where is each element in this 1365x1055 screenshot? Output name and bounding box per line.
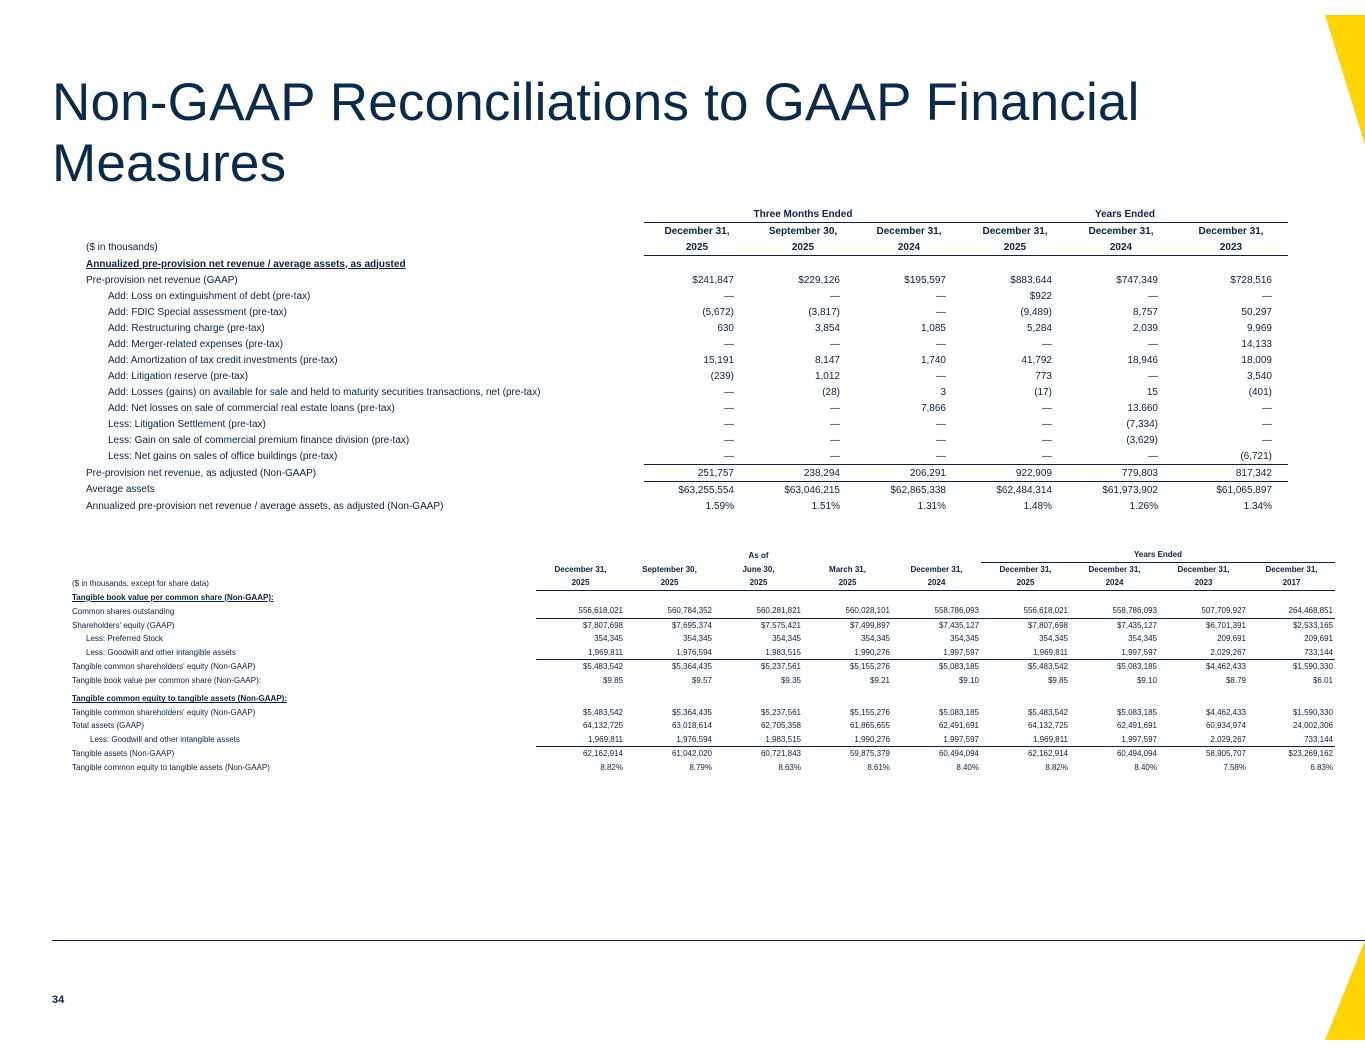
group-header-years: Years Ended <box>981 548 1335 562</box>
cell-value: $7,695,374 <box>671 620 712 630</box>
cell-value: 1,997,597 <box>892 646 981 660</box>
table-row <box>70 618 1335 632</box>
cell-value: $61,973,902 <box>1102 484 1158 496</box>
cell-value: 560,028,101 <box>803 604 892 618</box>
table-header-row-2 <box>84 239 1288 256</box>
unit-label: ($ in thousands, except for share data) <box>72 578 209 588</box>
cell-value: 14,133 <box>1241 338 1272 350</box>
cell-value: 1,990,276 <box>803 733 892 747</box>
table-row <box>84 352 1288 368</box>
row-label: Less: Preferred Stock <box>86 634 163 644</box>
cell-value: 630 <box>717 322 734 334</box>
table-row <box>70 660 1335 674</box>
cell-value: — <box>1262 418 1272 430</box>
cell-value: 558,786,093 <box>892 604 981 618</box>
cell-value: 63,018,614 <box>671 721 712 731</box>
cell-value: $9.57 <box>691 675 712 685</box>
table-header-row-2 <box>70 576 1335 590</box>
cell-value: 1,969,811 <box>536 733 625 747</box>
cell-value: 8,147 <box>814 354 840 366</box>
cell-value: 1,976,594 <box>625 646 714 660</box>
cell-value: $4,462,433 <box>1205 662 1246 672</box>
column-header: December 31, <box>1177 564 1230 574</box>
cell-value: 354,345 <box>1128 634 1157 644</box>
cell-value: 3 <box>940 386 946 398</box>
cell-value: 1,990,276 <box>803 646 892 660</box>
cell-value: 2,029,267 <box>1159 646 1248 660</box>
cell-value: (17) <box>1034 386 1052 398</box>
cell-value: 209,691 <box>1304 634 1333 644</box>
cell-value: 58,905,707 <box>1205 749 1246 759</box>
row-label: Shareholders' equity (GAAP) <box>72 620 175 630</box>
cell-value: 354,345 <box>950 634 979 644</box>
cell-value: 556,618,021 <box>981 604 1070 618</box>
column-header: March 31, <box>829 564 866 574</box>
cell-value: 62,491,691 <box>938 721 979 731</box>
table-row <box>84 368 1288 384</box>
cell-value: $9.10 <box>1136 675 1157 685</box>
column-header: December 31, <box>1265 564 1318 574</box>
cell-value: — <box>1148 338 1158 350</box>
cell-value: 6.83% <box>1310 762 1333 772</box>
cell-value: 62,162,914 <box>582 749 623 759</box>
column-header: September 30, <box>642 564 697 574</box>
cell-value: $62,484,314 <box>996 484 1052 496</box>
column-header: December 31, <box>1088 225 1154 237</box>
cell-value: 558,786,093 <box>1070 604 1159 618</box>
column-header-year: 2024 <box>1068 239 1174 256</box>
cell-value: 1,997,597 <box>1070 733 1159 747</box>
row-label: Annualized pre-provision net revenue / average assets, as adjusted (Non-GAAP) <box>86 500 444 512</box>
cell-value: — <box>750 448 856 465</box>
cell-value: 50,297 <box>1241 306 1272 318</box>
column-header-year: 2025 <box>714 576 803 590</box>
table-row <box>84 498 1288 514</box>
cell-value: 238,294 <box>750 465 856 482</box>
cell-value: $5,483,542 <box>582 707 623 717</box>
cell-value: (7,334) <box>1126 418 1158 430</box>
column-header-year: 2017 <box>1248 576 1335 590</box>
cell-value: 817,342 <box>1174 465 1288 482</box>
cell-value: $229,126 <box>798 274 840 286</box>
cell-value: $23,269,162 <box>1288 749 1333 759</box>
table-row <box>70 646 1335 660</box>
column-header: December 31, <box>554 564 607 574</box>
cell-value: 8.61% <box>867 762 890 772</box>
row-label: Add: Litigation reserve (pre-tax) <box>108 370 249 382</box>
cell-value: $747,349 <box>1116 274 1158 286</box>
cell-value: 8.82% <box>600 762 623 772</box>
cell-value: $9.21 <box>869 675 890 685</box>
cell-value: — <box>856 448 962 465</box>
cell-value: 62,162,914 <box>1027 749 1068 759</box>
column-header-year: 2025 <box>644 239 750 256</box>
cell-value: 251,757 <box>644 465 750 482</box>
row-label: Tangible assets (Non-GAAP) <box>72 749 175 758</box>
cell-value: $5,483,542 <box>1027 662 1068 672</box>
cell-value: 1.51% <box>811 500 840 512</box>
cell-value: $5,364,435 <box>671 707 712 717</box>
row-label: Pre-provision net revenue, as adjusted (Non-GAAP) <box>86 467 317 479</box>
column-header: December 31, <box>876 225 942 237</box>
cell-value: 2,029,267 <box>1159 733 1248 747</box>
cell-value: (6,721) <box>1174 448 1288 465</box>
cell-value: $5,237,561 <box>760 707 801 717</box>
cell-value: 8.82% <box>1045 762 1068 772</box>
cell-value: $9.10 <box>958 675 979 685</box>
cell-value: 8.79% <box>689 762 712 772</box>
section-title: Tangible book value per common share (Non-GAAP): <box>72 592 274 602</box>
cell-value: 922,909 <box>962 465 1068 482</box>
cell-value: (9,489) <box>1020 306 1052 318</box>
cell-value: 7.58% <box>1223 762 1246 772</box>
table-row <box>70 632 1335 646</box>
row-label: Add: FDIC Special assessment (pre-tax) <box>108 306 287 318</box>
row-label: Common shares outstanding <box>72 606 175 616</box>
unit-label: ($ in thousands) <box>86 241 158 253</box>
cell-value: $7,435,127 <box>938 620 979 630</box>
cell-value: 60,934,974 <box>1205 721 1246 731</box>
cell-value: 62,491,691 <box>1116 721 1157 731</box>
cell-value: — <box>724 402 734 414</box>
cell-value: (239) <box>710 370 734 382</box>
cell-value: 61,865,655 <box>849 721 890 731</box>
cell-value: 24,002,306 <box>1292 721 1333 731</box>
column-header-year: 2024 <box>892 576 981 590</box>
row-label: Less: Net gains on sales of office buildings (pre-tax) <box>108 450 338 462</box>
cell-value: — <box>724 418 734 430</box>
cell-value: 64,132,725 <box>582 721 623 731</box>
row-label: Average assets <box>86 484 155 496</box>
cell-value: — <box>936 370 946 382</box>
cell-value: $8.79 <box>1225 675 1246 685</box>
column-header-year: 2023 <box>1174 239 1288 256</box>
cell-value: — <box>1262 290 1272 302</box>
cell-value: 733,144 <box>1248 733 1335 747</box>
cell-value: 354,345 <box>772 634 801 644</box>
yellow-accent-bottom <box>1325 940 1365 1040</box>
cell-value: 209,691 <box>1217 634 1246 644</box>
row-label: Tangible common shareholders' equity (Non-GAAP) <box>72 707 256 717</box>
cell-value: $6.01 <box>1312 675 1333 685</box>
group-header-as-of: As of <box>748 550 769 560</box>
table-row <box>84 320 1288 336</box>
cell-value: 1,740 <box>920 354 946 366</box>
cell-value: $61,065,897 <box>1216 484 1272 496</box>
cell-value: $7,807,698 <box>1027 620 1068 630</box>
cell-value: 60,494,094 <box>1116 749 1157 759</box>
table-row <box>84 400 1288 416</box>
ppnr-reconciliation-table <box>84 206 1288 514</box>
cell-value: (401) <box>1248 386 1272 398</box>
cell-value: — <box>936 290 946 302</box>
cell-value: 8.63% <box>778 762 801 772</box>
cell-value: $2,533,165 <box>1292 620 1333 630</box>
column-header: June 30, <box>742 564 775 574</box>
cell-value: (3,817) <box>808 306 840 318</box>
cell-value: 2,039 <box>1132 322 1158 334</box>
cell-value: — <box>830 338 840 350</box>
table-row <box>84 336 1288 352</box>
column-header-year: 2025 <box>750 239 856 256</box>
cell-value: $63,255,554 <box>678 484 734 496</box>
cell-value: $5,083,185 <box>938 662 979 672</box>
row-label: Add: Loss on extinguishment of debt (pre-tax) <box>108 290 311 302</box>
table-row <box>84 465 1288 482</box>
cell-value: 1,983,515 <box>714 646 803 660</box>
cell-value: $6,701,391 <box>1205 620 1246 630</box>
cell-value: 60,494,094 <box>938 749 979 759</box>
cell-value: $5,483,542 <box>582 662 623 672</box>
cell-value: $883,644 <box>1010 274 1052 286</box>
column-header: December 31, <box>664 225 730 237</box>
cell-value: — <box>1042 434 1052 446</box>
cell-value: $9.85 <box>602 675 623 685</box>
column-header: September 30, <box>768 225 838 237</box>
row-label: Add: Net losses on sale of commercial real estate loans (pre-tax) <box>108 402 395 414</box>
cell-value: — <box>724 338 734 350</box>
tangible-book-value-table <box>70 548 1335 774</box>
section-title: Tangible common equity to tangible assets (Non-GAAP): <box>72 694 287 704</box>
row-label: Tangible book value per common share (Non-GAAP): <box>72 675 261 685</box>
cell-value: 3,854 <box>814 322 840 334</box>
table-row <box>70 719 1335 733</box>
row-label: Add: Restructuring charge (pre-tax) <box>108 322 265 334</box>
page-title: Non-GAAP Reconciliations to GAAP Financial Measures <box>52 73 1140 193</box>
row-label: Add: Amortization of tax credit investments (pre-tax) <box>108 354 338 366</box>
cell-value: 1,969,811 <box>981 733 1070 747</box>
column-header-year: 2025 <box>981 576 1070 590</box>
cell-value: 1,085 <box>920 322 946 334</box>
cell-value: $9.35 <box>780 675 801 685</box>
cell-value: $728,516 <box>1230 274 1272 286</box>
cell-value: $7,499,897 <box>849 620 890 630</box>
section-title: Annualized pre-provision net revenue / average assets, as adjusted <box>86 258 406 270</box>
cell-value: — <box>830 290 840 302</box>
cell-value: $63,046,215 <box>784 484 840 496</box>
cell-value: — <box>1042 338 1052 350</box>
table-row <box>70 674 1335 688</box>
cell-value: — <box>1042 418 1052 430</box>
cell-value: $1,590,330 <box>1292 662 1333 672</box>
table-row <box>70 706 1335 720</box>
row-label: Less: Gain on sale of commercial premium finance division (pre-tax) <box>108 434 410 446</box>
cell-value: 560,281,821 <box>714 604 803 618</box>
cell-value: — <box>830 418 840 430</box>
cell-value: $5,083,185 <box>1116 707 1157 717</box>
cell-value: 354,345 <box>594 634 623 644</box>
cell-value: — <box>830 402 840 414</box>
cell-value: 779,803 <box>1068 465 1174 482</box>
cell-value: $922 <box>1029 290 1052 302</box>
cell-value: 206,291 <box>856 465 962 482</box>
table-row <box>84 448 1288 465</box>
cell-value: — <box>936 434 946 446</box>
cell-value: 15,191 <box>703 354 734 366</box>
cell-value: $1,590,330 <box>1292 707 1333 717</box>
column-header-year: 2025 <box>803 576 892 590</box>
table-row <box>84 432 1288 448</box>
row-label: Add: Losses (gains) on available for sale and held to maturity securities transactions, net (pre-tax) <box>108 386 541 398</box>
cell-value: — <box>1068 448 1174 465</box>
cell-value: — <box>1148 290 1158 302</box>
cell-value: $5,155,276 <box>849 707 890 717</box>
cell-value: — <box>644 448 750 465</box>
cell-value: 5,284 <box>1026 322 1052 334</box>
cell-value: $5,483,542 <box>1027 707 1068 717</box>
cell-value: 8.40% <box>1134 762 1157 772</box>
cell-value: 1.48% <box>1023 500 1052 512</box>
table-header-row-1 <box>84 223 1288 240</box>
cell-value: 61,042,020 <box>671 749 712 759</box>
table-row <box>70 761 1335 775</box>
section-header-row <box>84 256 1288 273</box>
column-header-year: 2023 <box>1159 576 1248 590</box>
row-label: Tangible common equity to tangible assets (Non-GAAP) <box>72 762 270 772</box>
cell-value: 18,009 <box>1241 354 1272 366</box>
cell-value: — <box>724 386 734 398</box>
cell-value: 773 <box>1035 370 1052 382</box>
cell-value: 560,784,352 <box>625 604 714 618</box>
column-header-year: 2024 <box>1070 576 1159 590</box>
table-row <box>84 384 1288 400</box>
cell-value: 556,618,021 <box>536 604 625 618</box>
table-row <box>84 304 1288 320</box>
section-header-row <box>70 692 1335 706</box>
cell-value: — <box>830 434 840 446</box>
cell-value: 1,983,515 <box>714 733 803 747</box>
cell-value: 264,468,851 <box>1248 604 1335 618</box>
column-header: December 31, <box>1088 564 1141 574</box>
cell-value: 9,969 <box>1246 322 1272 334</box>
cell-value: 8.40% <box>956 762 979 772</box>
cell-value: — <box>936 338 946 350</box>
cell-value: 3,540 <box>1246 370 1272 382</box>
column-header-year: 2024 <box>856 239 962 256</box>
row-label: Add: Merger-related expenses (pre-tax) <box>108 338 284 350</box>
table-row <box>84 482 1288 499</box>
cell-value: 59,875,379 <box>849 749 890 759</box>
table-group-header-row <box>70 548 1335 562</box>
cell-value: 1,012 <box>814 370 840 382</box>
cell-value: 507,709,927 <box>1159 604 1248 618</box>
column-header-year: 2025 <box>536 576 625 590</box>
row-label: Total assets (GAAP) <box>72 721 145 731</box>
row-label: Less: Goodwill and other intangible assets <box>86 648 236 657</box>
cell-value: $241,847 <box>692 274 734 286</box>
cell-value: 1,976,594 <box>625 733 714 747</box>
cell-value: — <box>724 434 734 446</box>
cell-value: 7,866 <box>920 402 946 414</box>
column-header: December 31, <box>910 564 963 574</box>
cell-value: $4,462,433 <box>1205 707 1246 717</box>
row-label: Less: Goodwill and other intangible assets <box>90 735 240 744</box>
row-label: Pre-provision net revenue (GAAP) <box>86 274 238 286</box>
table-row <box>70 747 1335 761</box>
cell-value: $5,155,276 <box>849 662 890 672</box>
cell-value: $62,865,338 <box>890 484 946 496</box>
cell-value: 1,997,597 <box>1070 646 1159 660</box>
cell-value: 1.59% <box>705 500 734 512</box>
cell-value: $9.85 <box>1047 675 1068 685</box>
cell-value: — <box>1262 402 1272 414</box>
table-group-header-row <box>84 206 1288 223</box>
cell-value: 18,946 <box>1127 354 1158 366</box>
table-row <box>70 604 1335 618</box>
row-label: Less: Litigation Settlement (pre-tax) <box>108 418 266 430</box>
cell-value: $5,083,185 <box>938 707 979 717</box>
cell-value: $5,237,561 <box>760 662 801 672</box>
yellow-accent-top <box>1325 15 1365 145</box>
footer-divider <box>52 940 1365 941</box>
cell-value: $195,597 <box>904 274 946 286</box>
group-header-three-months: Three Months Ended <box>644 206 962 223</box>
cell-value: — <box>936 306 946 318</box>
table-row <box>84 272 1288 288</box>
cell-value: $5,083,185 <box>1116 662 1157 672</box>
cell-value: 62,705,358 <box>760 721 801 731</box>
column-header: December 31, <box>982 225 1048 237</box>
cell-value: (28) <box>822 386 840 398</box>
table-row <box>84 288 1288 304</box>
cell-value: 1.31% <box>917 500 946 512</box>
cell-value: $5,364,435 <box>671 662 712 672</box>
cell-value: 8,757 <box>1132 306 1158 318</box>
cell-value: $7,807,698 <box>582 620 623 630</box>
cell-value: 41,792 <box>1021 354 1052 366</box>
cell-value: — <box>1262 434 1272 446</box>
row-label: Tangible common shareholders' equity (Non-GAAP) <box>72 662 256 671</box>
section-header-row <box>70 590 1335 604</box>
cell-value: (3,629) <box>1126 434 1158 446</box>
cell-value: 1,969,811 <box>981 646 1070 660</box>
cell-value: 1.26% <box>1129 500 1158 512</box>
cell-value: 354,345 <box>861 634 890 644</box>
cell-value: — <box>962 448 1068 465</box>
column-header: December 31, <box>1198 225 1264 237</box>
cell-value: — <box>936 418 946 430</box>
cell-value: 1.34% <box>1243 500 1272 512</box>
cell-value: 354,345 <box>683 634 712 644</box>
cell-value: $7,575,421 <box>760 620 801 630</box>
cell-value: $7,435,127 <box>1116 620 1157 630</box>
page-number: 34 <box>52 994 65 1006</box>
cell-value: 13,660 <box>1127 402 1158 414</box>
cell-value: — <box>724 290 734 302</box>
table-row <box>70 733 1335 747</box>
cell-value: 354,345 <box>1039 634 1068 644</box>
cell-value: — <box>1042 402 1052 414</box>
group-header-years: Years Ended <box>962 206 1288 223</box>
table-header-row-1 <box>70 562 1335 576</box>
column-header: December 31, <box>999 564 1052 574</box>
cell-value: — <box>1148 370 1158 382</box>
table-row <box>84 416 1288 432</box>
cell-value: 1,997,597 <box>892 733 981 747</box>
cell-value: 733,144 <box>1248 646 1335 660</box>
column-header-year: 2025 <box>625 576 714 590</box>
cell-value: 15 <box>1146 386 1158 398</box>
cell-value: 64,132,725 <box>1027 721 1068 731</box>
cell-value: (5,672) <box>702 306 734 318</box>
cell-value: 1,969,811 <box>536 646 625 660</box>
column-header-year: 2025 <box>962 239 1068 256</box>
cell-value: 60,721,843 <box>760 749 801 759</box>
